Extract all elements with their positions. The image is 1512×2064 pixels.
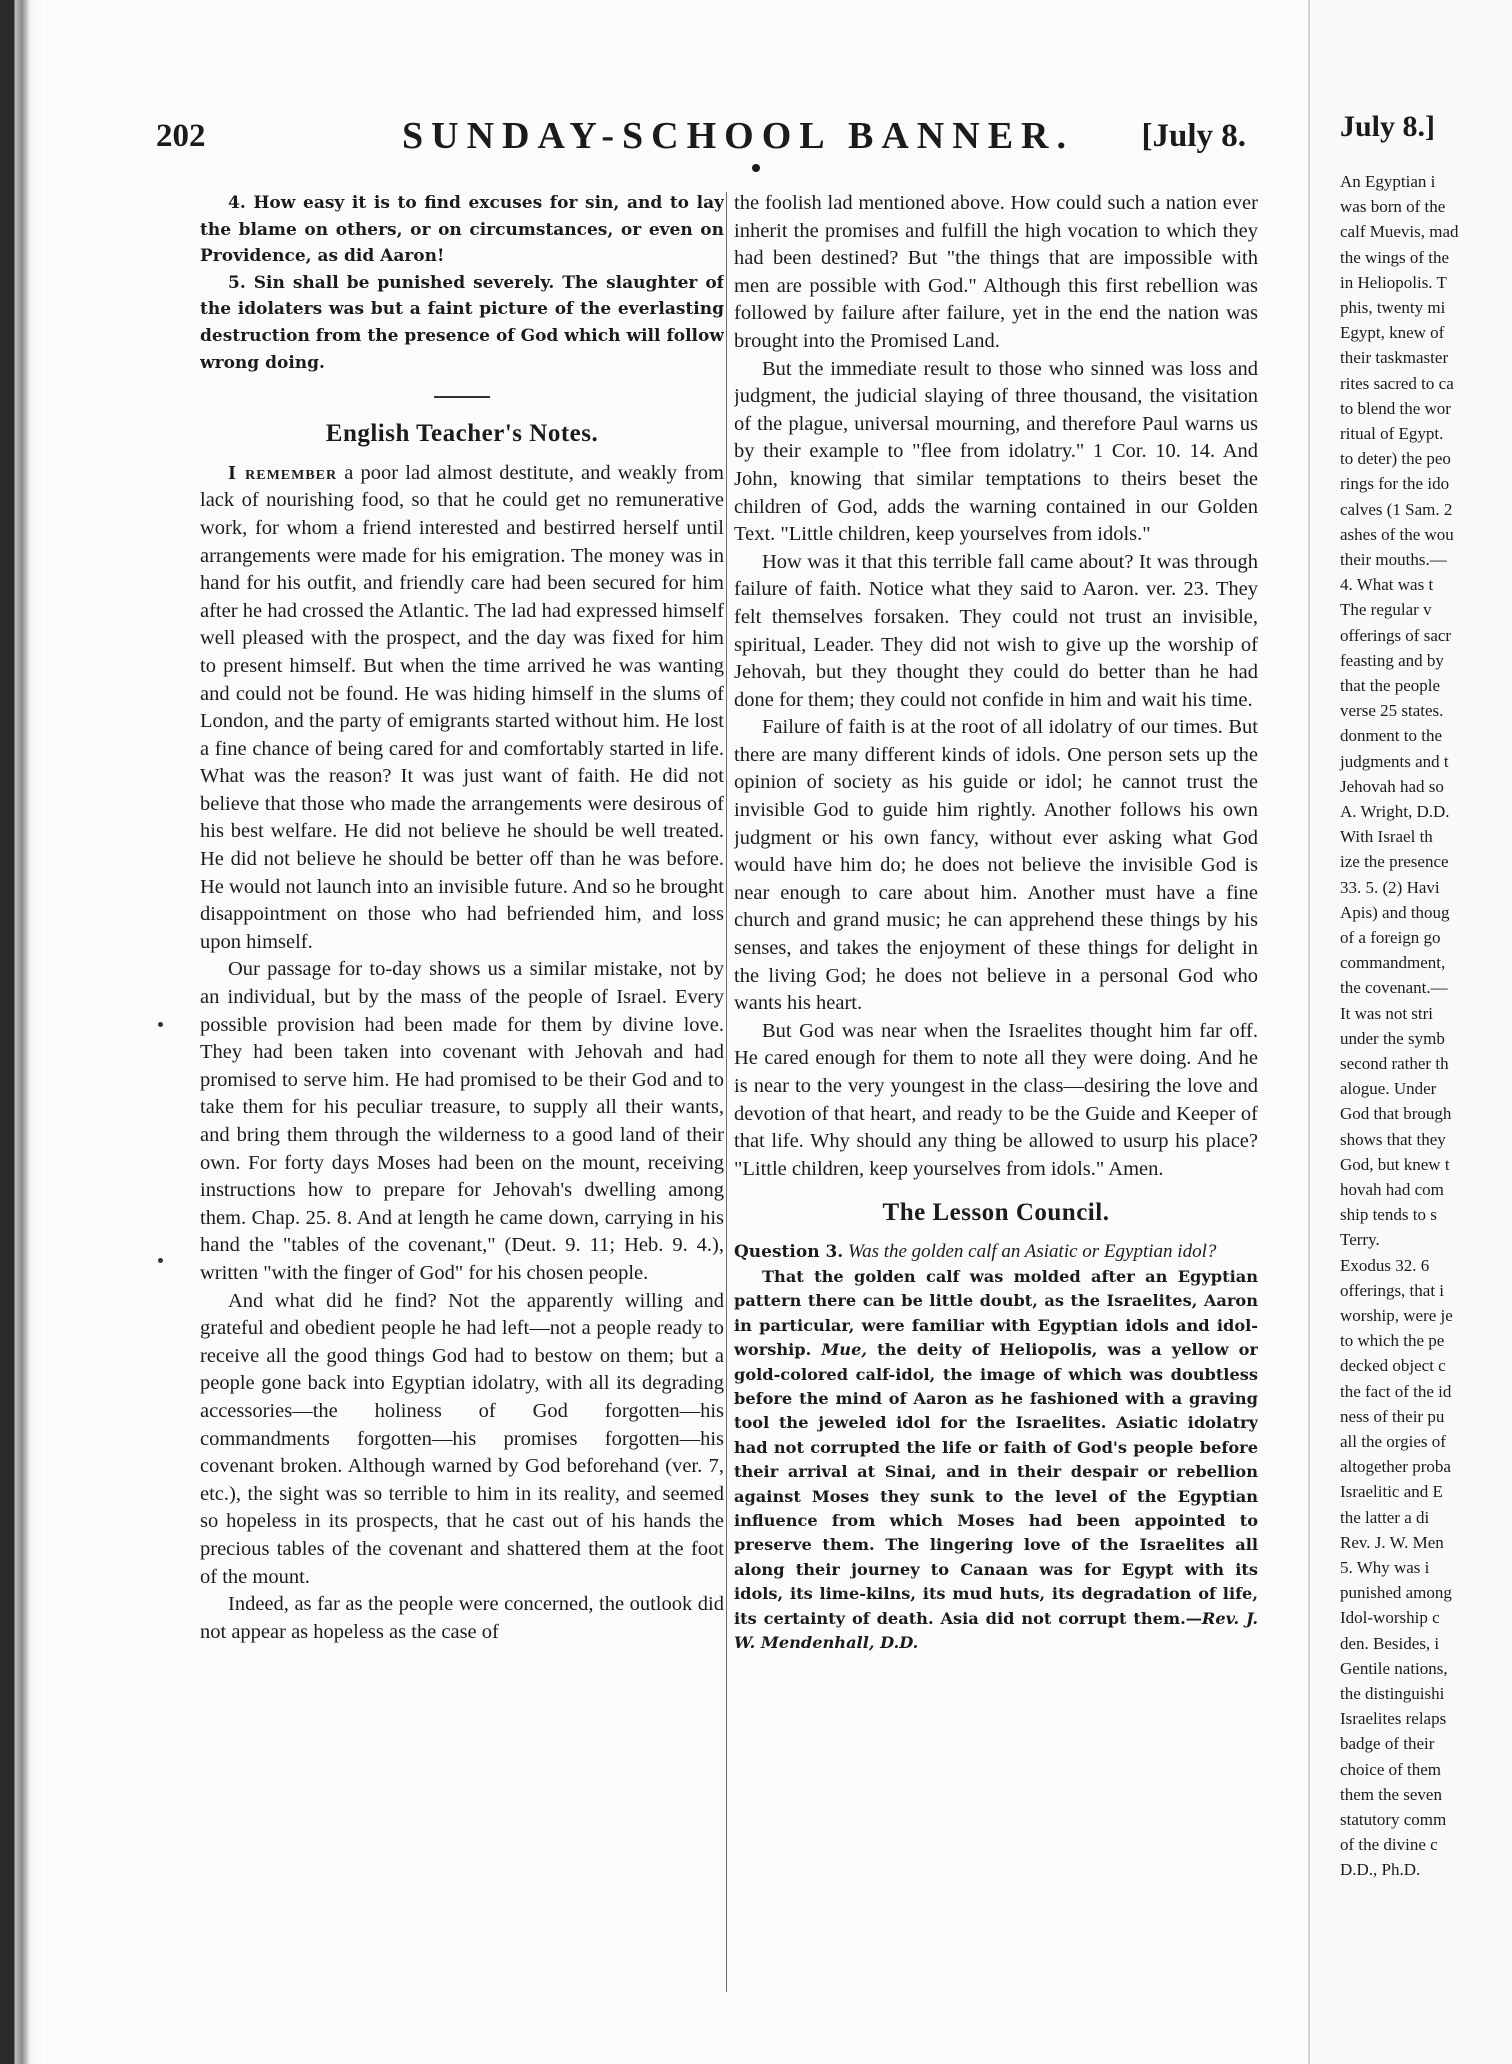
facing-page-line: phis, twenty mi (1340, 298, 1446, 317)
intro-point-4: 4. How easy it is to find excuses for sin, and to lay the blame on others, or on circumstances, or even on Providence, as did Aaron! (200, 193, 724, 267)
facing-page-line: badge of their (1340, 1734, 1435, 1754)
question-label: Question 3. (734, 1241, 844, 1262)
section-title-lesson-council: The Lesson Council. (882, 1199, 1110, 1227)
facing-page-line: donment to the (1340, 726, 1442, 746)
answer-signature: —Rev. J. W. Mendenhall, D.D. (734, 1608, 1258, 1653)
facing-page-line: 4. What was t (1340, 575, 1434, 595)
facing-page-line: Israelitic and E (1340, 1482, 1443, 1502)
facing-page-line: Terry. (1340, 1230, 1380, 1250)
facing-page-line: Jehovah had so (1340, 776, 1444, 796)
facing-page-line: calves (1 Sam. 2 (1340, 499, 1453, 519)
facing-page-line: An Egyptian i (1340, 172, 1436, 191)
page-header (156, 108, 1246, 164)
facing-page-line: It was not stri (1340, 1003, 1434, 1023)
paragraph: Indeed, as far as the people were concerned, the outlook did not appear as hopeless as the case of (200, 1593, 724, 1643)
facing-page-line: A. Wright, D.D. (1340, 802, 1450, 821)
facing-page-line: under the symb (1340, 1028, 1445, 1048)
paragraph-text: a poor lad almost destitute, and weakly from lack of nourishing food, so that he could get no remunerative work, for whom a friend interested and bestirred herself until arrangements were made for his emigration. The money was in hand for his outfit, and friendly care had been secured for him after he had crossed the Atlantic. The lad had expressed himself well pleased with the prospect, and the day was fixed for him to present himself. But when the time arrived he was wanting and could not be found. He was hiding himself in the slums of London, and the party of emigrants started without him. He lost a fine chance of being cared for and comfortably started in life. What was the reason? It was just want of faith. He did not believe that those who made the arrangements were desirous of his best welfare. He did not believe he should be well treated. He did not believe he should be better off than he was before. He would not launch into an invisible future. And so he brought disappointment on those who had befriended him, and loss upon himself. (200, 461, 724, 953)
facing-page-line: the latter a di (1340, 1507, 1430, 1527)
council-answer (734, 1265, 1258, 1656)
facing-page-line: the distinguishi (1340, 1684, 1445, 1703)
facing-page-line: God, but knew t (1340, 1154, 1450, 1174)
facing-page-line: to which the pe (1340, 1331, 1445, 1351)
facing-page-line: choice of them (1340, 1759, 1442, 1779)
council-question (734, 1239, 1258, 1265)
facing-page-line: Rev. J. W. Men (1340, 1532, 1444, 1552)
issue-date: [July 8. (1141, 118, 1246, 154)
facing-page-line: commandment, (1340, 953, 1446, 973)
section-title-teacher-notes: English Teacher's Notes. (325, 420, 599, 448)
facing-page-line: den. Besides, i (1340, 1633, 1440, 1653)
facing-page-line: punished among (1340, 1583, 1452, 1603)
section-divider (434, 396, 490, 398)
facing-page-line: feasting and by (1340, 650, 1444, 670)
facing-page-line: D.D., Ph.D. (1340, 1860, 1421, 1880)
facing-page-line: ness of their pu (1340, 1406, 1445, 1426)
facing-page-line: altogether proba (1340, 1457, 1451, 1477)
facing-page-line: to deter) the peo (1340, 449, 1451, 469)
paragraph: Our passage for to-day shows us a similar mistake, not by an individual, but by the mass of the people of Israel. Every possible provision had been made for them by divine love. They had been taken into covenant with Jehovah and had promised to serve him. He had promised to be their God and to take them for his peculiar treasure, to supply all their wants, and bring them through the wilderness to a good land of their own. For forty days Moses had been on the mount, receiving instructions how to prepare for Jehovah's dwelling among them. Chap. 25. 8. And at length he came down, carrying in his hand the "tables of the covenant," (Deut. 9. 11; Heb. 9. 4.), written "with the finger of God" for his chosen people. (200, 958, 724, 1284)
facing-page-line: verse 25 states. (1340, 701, 1444, 721)
paragraph: the foolish lad mentioned above. How could such a nation ever inherit the promises and fulfill the high vocation to which they had been destined? But "the things that are impossible with men are possible with God." Although this first rebellion was followed by failure after failure, yet in the end the nation was brought into the Promised Land. (734, 192, 1258, 352)
facing-page-line: Exodus 32. 6 (1340, 1255, 1430, 1275)
facing-page-line: in Heliopolis. T (1340, 272, 1447, 292)
facing-page-line: worship, were je (1340, 1306, 1453, 1325)
facing-page-line: shows that they (1340, 1129, 1446, 1149)
masthead-dot (752, 164, 760, 172)
facing-page-fragment (1310, 0, 1512, 2064)
facing-page-line: was born of the (1340, 197, 1446, 217)
paragraph: Failure of faith is at the root of all idolatry of our times. But there are many different kinds of idols. One person sets up the opinion of society as his guide or idol; he cannot trust the invisible God to guide him rightly. Another follows his own judgment or his own fancy, without ever asking what God would have him do; he does not believe the invisible God is near enough to care about him. Another must have a fine church and grand music; he can apprehend these things by his senses, and takes the enjoyment of these things for delight in the living God; he does not believe in a personal God who wants his heart. (734, 716, 1258, 1015)
facing-page-line: ship tends to s (1340, 1205, 1437, 1225)
facing-page-line: their taskmaster (1340, 348, 1449, 368)
facing-page-line: alogue. Under (1340, 1079, 1437, 1099)
facing-page-line: them the seven (1340, 1784, 1442, 1804)
facing-page-line: Israelites relaps (1340, 1709, 1447, 1729)
facing-page-line: offerings, that i (1340, 1280, 1445, 1300)
left-column (200, 190, 724, 2020)
paragraph: And what did he find? Not the apparently willing and grateful and obedient people he had left—not a people ready to receive all the good things God had to bestow on them; but a people gone back into Egyptian idolatry, with all its degrading accessories—the holiness of God forgotten—his commandments forgotten—his promises forgotten—his covenant broken. Although warned by God beforehand (ver. 7, etc.), the sight was so terrible to him in its reality, and seemed so hopeless in its prospects, that he cast out of his hands the precious tables of the covenant and shattered them at the foot of the mount. (200, 1289, 724, 1588)
facing-page-line: judgments and t (1340, 751, 1449, 771)
facing-page-line: ize the presence (1340, 852, 1449, 872)
margin-mark (158, 1022, 163, 1027)
facing-page-line: Gentile nations, (1340, 1658, 1448, 1678)
facing-page-line: rites sacred to ca (1340, 373, 1454, 393)
answer-text: That the golden calf was molded after an Egyptian pattern there can be little doubt, as the Israelites, Aaron in particular, were familiar with Egyptian idols and idol-worship. (734, 1266, 1258, 1360)
facing-page-line: 33. 5. (2) Havi (1340, 877, 1440, 897)
facing-page-line: 5. Why was i (1340, 1558, 1430, 1577)
facing-page-line: of a foreign go (1340, 928, 1441, 947)
facing-page-header: July 8.] (1340, 110, 1436, 143)
answer-text: the deity of Heliopolis, was a yellow or gold-colored calf-idol, the image of which was doubtless before the mind of Aaron as he fashioned with a graving tool the jeweled idol for the Israelites. Asiatic idolatry had not corrupted the life or faith of God's people before their arrival at Sinai, and in their despair or rebellion against Moses they sunk to the level of the Egyptian influence from which Moses had been appointed to preserve them. The lingering love of the Israelites all along their journey to Canaan was for Egypt with its idols, its lime-kilns, its mud huts, its degradation of life, its certainty of death. Asia did not corrupt them. (734, 1340, 1258, 1628)
facing-page-line: second rather th (1340, 1054, 1449, 1073)
margin-mark (158, 1258, 163, 1263)
facing-page-line: calf Muevis, mad (1340, 222, 1459, 242)
opening-words: I remember (228, 461, 338, 484)
intro-point-5: 5. Sin shall be punished severely. The slaughter of the idolaters was but a faint picture of the everlasting destruction from the presence of God which will follow wrong doing. (200, 272, 724, 373)
facing-page-line: God that brough (1340, 1104, 1452, 1124)
right-column (734, 190, 1258, 2020)
facing-page-line: Idol-worship c (1340, 1608, 1440, 1628)
facing-page-line: the covenant.— (1340, 978, 1448, 998)
facing-page-line: Apis) and thoug (1340, 902, 1450, 922)
facing-page-line: The regular v (1340, 600, 1432, 620)
facing-page-line: the fact of the id (1340, 1381, 1452, 1401)
question-text: Was the golden calf an Asiatic or Egyptian idol? (847, 1240, 1217, 1262)
answer-italic: Mue, (821, 1340, 868, 1360)
facing-page-line: With Israel th (1340, 827, 1433, 847)
facing-page-line: Egypt, knew of (1340, 323, 1445, 343)
facing-page-line: statutory comm (1340, 1810, 1447, 1829)
facing-page-line: offerings of sacr (1340, 625, 1452, 645)
facing-page-line: ritual of Egypt. (1340, 424, 1444, 443)
facing-page-line: to blend the wor (1340, 398, 1451, 418)
facing-page-line: of the divine c (1340, 1835, 1438, 1855)
page-number: 202 (156, 118, 206, 154)
facing-page-line: decked object c (1340, 1356, 1446, 1376)
facing-page-line: the wings of the (1340, 247, 1450, 267)
facing-page-line: all the orgies of (1340, 1432, 1446, 1451)
paragraph (200, 460, 724, 957)
facing-page-line: ashes of the wou (1340, 524, 1454, 544)
facing-page-line: rings for the ido (1340, 474, 1450, 494)
masthead-title: SUNDAY-SCHOOL BANNER. (402, 115, 1074, 157)
paragraph: But God was near when the Israelites thought him far off. He cared enough for them to note all they were doing. And he is near to the very youngest in the class—desiring the love and devotion of that heart, and ready to be the Guide and Keeper of that life. Why should any thing be allowed to usurp his place? "Little children, keep yourselves from idols." Amen. (734, 1019, 1258, 1180)
column-divider (726, 192, 727, 1992)
book-spine-binding (0, 0, 46, 2064)
facing-page-line: that the people (1340, 676, 1441, 695)
paragraph: But the immediate result to those who sinned was loss and judgment, the judicial slaying of three thousand, the visitation of the plague, universal mourning, and therefore Paul warns us by their example to "flee from idolatry." 1 Cor. 10. 14. And John, knowing that similar temptations to theirs beset the children of God, adds the warning contained in our Golden Text. "Little children, keep yourselves from idols." (734, 357, 1258, 546)
facing-page-line: hovah had com (1340, 1180, 1444, 1199)
facing-page-line: their mouths.— (1340, 550, 1447, 569)
paragraph: How was it that this terrible fall came about? It was through failure of faith. Notice what they said to Aaron. ver. 23. They felt themselves forsaken. They could not trust an invisible, spiritual, Leader. They did not wish to give up the worship of Jehovah, but they thought they could do better than he had done for them; they could not confide in him and wait his time. (734, 550, 1258, 711)
